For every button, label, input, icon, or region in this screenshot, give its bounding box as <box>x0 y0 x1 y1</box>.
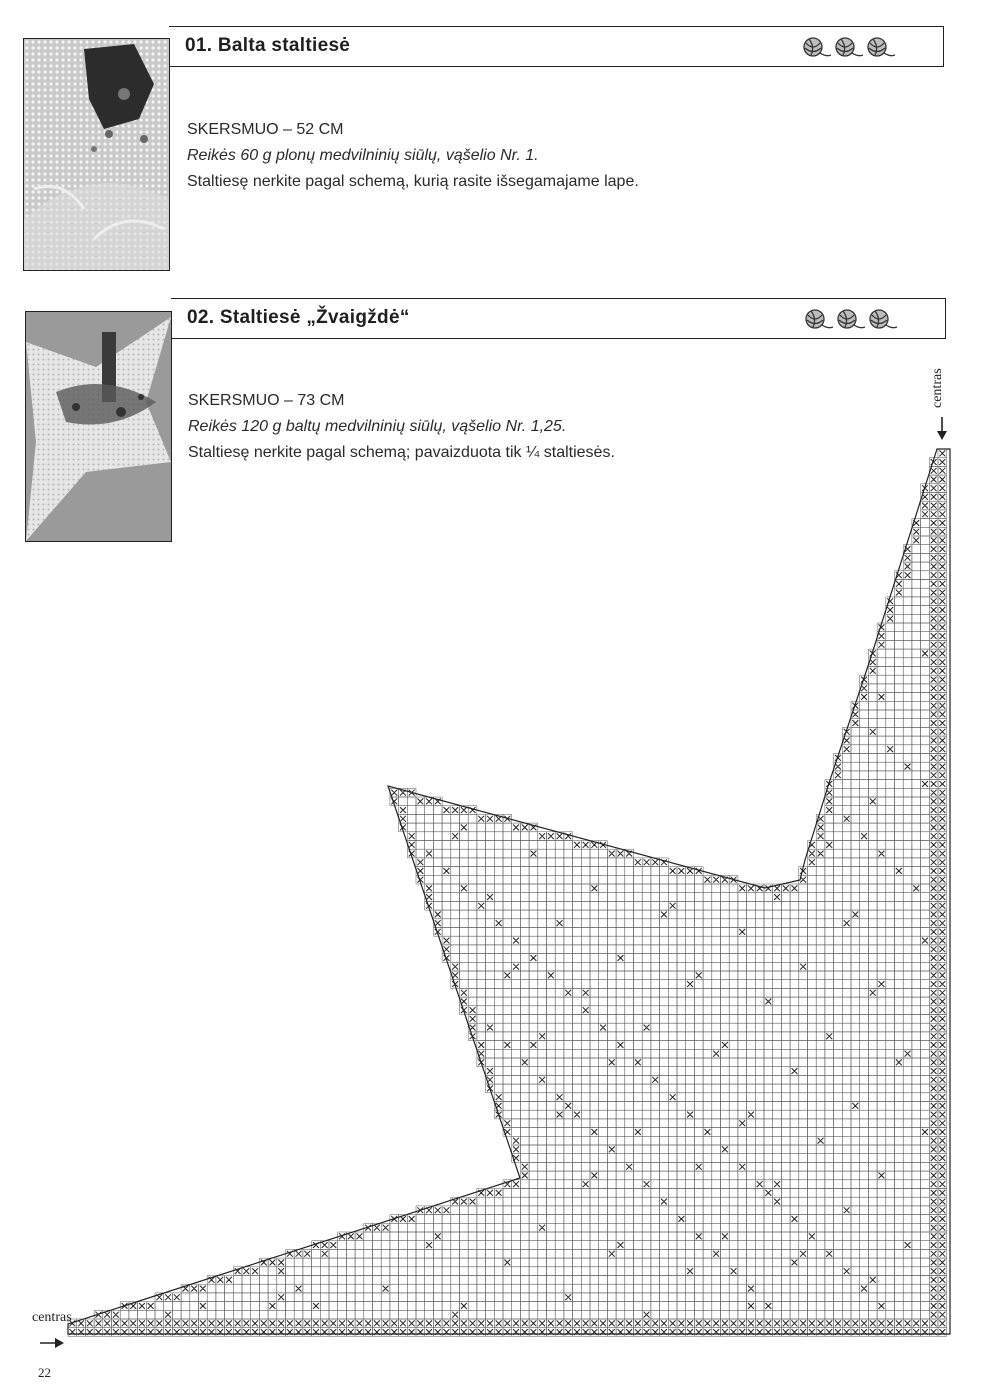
yarn-ball-icon <box>836 38 863 56</box>
pattern-02-instructions: Staltiesę nerkite pagal schemą; pavaizduota tik ¼ staltiesės. <box>188 444 615 461</box>
yarn-ball-icon <box>806 310 833 328</box>
pattern-01-materials: Reikės 60 g plonų medvilninių siūlų, vąšelio Nr. 1. <box>187 147 539 164</box>
chart-outline-shape <box>68 449 950 1334</box>
tablecloth-photo-01 <box>23 38 170 271</box>
difficulty-yarn-balls-01 <box>801 33 901 66</box>
tablecloth-photo-02 <box>25 311 172 542</box>
pattern-02-diameter: SKERSMUO – 73 CM <box>188 392 345 409</box>
pattern-02-title: 02. Staltiesė „Žvaigždė“ <box>187 307 410 328</box>
chart-cross-marks <box>69 450 945 1335</box>
center-arrow-bottom-icon <box>40 1338 64 1348</box>
pattern-01-instructions: Staltiesę nerkite pagal schemą, kurią rasite išsegamajame lape. <box>187 173 639 190</box>
yarn-ball-icon <box>870 310 897 328</box>
pattern-01-title-bar <box>169 26 944 67</box>
difficulty-yarn-balls-02 <box>803 305 903 338</box>
center-label-top: centras <box>930 368 945 408</box>
center-arrow-top-icon <box>937 417 947 440</box>
yarn-ball-icon <box>804 38 831 56</box>
pattern-02-description <box>188 388 615 466</box>
center-label-bottom: centras <box>32 1310 72 1325</box>
pattern-01-diameter: SKERSMUO – 52 CM <box>187 121 344 138</box>
yarn-ball-icon <box>838 310 865 328</box>
pattern-02-title-bar <box>171 298 946 339</box>
chart-filled-cells <box>69 450 945 1335</box>
pattern-01-description <box>187 117 639 195</box>
page-number: 22 <box>38 1365 51 1380</box>
yarn-ball-icon <box>868 38 895 56</box>
chart-outline <box>68 449 950 1334</box>
pattern-01-title: 01. Balta staltiesė <box>185 35 351 56</box>
pattern-02-materials: Reikės 120 g baltų medvilninių siūlų, vąšelio Nr. 1,25. <box>188 418 567 435</box>
chart-grid-cells <box>68 449 947 1336</box>
chart-grid <box>68 449 947 1336</box>
